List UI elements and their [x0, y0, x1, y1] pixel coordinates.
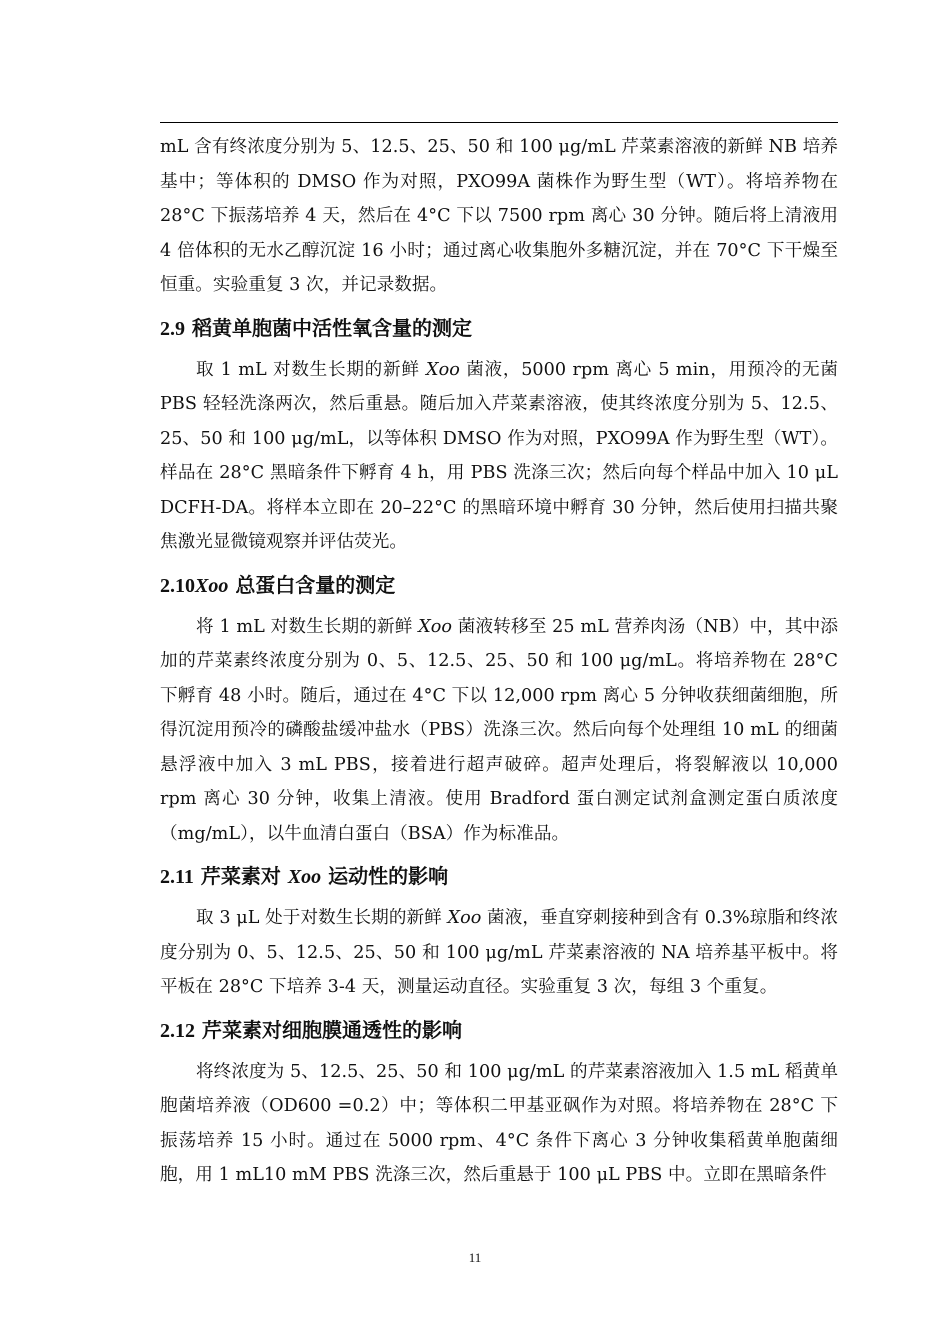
section-heading-2-11: [160, 859, 838, 894]
section-title: 芹菜素对: [200, 864, 281, 888]
section-heading-2-12: [160, 1013, 838, 1048]
paragraph-2-10: [160, 610, 838, 852]
header-rule: [160, 122, 838, 123]
text-run: 菌液，垂直穿刺接种到含有 0.3%琼脂和终浓度分别为 0、5、12.5、25、50 和 100 μg/mL 芹菜素溶液的 NA 培养基平板中。将平板在 28°C 下培养 3-4 天，测量运动直径。实验重复 3 次，每组 3 个重复。: [160, 908, 838, 997]
section-title: 稻黄单胞菌中活性氧含量的测定: [191, 315, 472, 340]
section-heading-2-9: [160, 311, 838, 346]
italic-term: Xoo: [426, 359, 460, 380]
text-run: 菌液，5000 rpm 离心 5 min，用预冷的无菌 PBS 轻轻洗涤两次，然后重悬。随后加入芹菜素溶液，使其终浓度分别为 5、12.5、25、50 和 100 μg/mL，以等体积 DMSO 作为对照，PXO99A 作为野生型（WT）。样品在 28°C 黑暗条件下孵育 4 h，用 PBS 洗涤三次；然后向每个样品中加入 10 μL DCFH-DA。将样本立即在 20–22°C 的黑暗环境中孵育 30 分钟，然后使用扫描共聚焦激光显微镜观察并评估荧光。: [160, 359, 838, 552]
section-title: 总蛋白含量的测定: [235, 572, 396, 597]
section-number: 2.10: [160, 574, 195, 597]
italic-term: Xoo: [287, 866, 322, 888]
text-run: 取 1 mL 对数生长期的新鲜: [196, 359, 426, 380]
paragraph-2-8-continued: mL 含有终浓度分别为 5、12.5、25、50 和 100 μg/mL 芹菜素溶液的新鲜 NB 培养基中；等体积的 DMSO 作为对照，PXO99A 菌株作为野生型（WT）。将培养物在 28°C 下振荡培养 4 天，然后在 4°C 下以 7500 rpm 离心 30 分钟。随后将上清液用 4 倍体积的无水乙醇沉淀 16 小时；通过离心收集胞外多糖沉淀，并在 70°C 下干燥至恒重。实验重复 3 次，并记录数据。: [160, 137, 838, 295]
text-run: 取 3 μL 处于对数生长期的新鲜: [196, 908, 448, 928]
paragraph-2-11: [160, 901, 838, 1005]
italic-term: Xoo: [418, 616, 453, 637]
italic-term: Xoo: [195, 574, 229, 597]
text-run: 将 1 mL 对数生长期的新鲜: [196, 616, 419, 637]
section-title: 芹菜素对细胞膜通透性的影响: [201, 1017, 462, 1042]
page-number: 11: [468, 1250, 482, 1265]
paragraph-2-12: 将终浓度为 5、12.5、25、50 和 100 μg/mL 的芹菜素溶液加入 1.5 mL 稻黄单胞菌培养液（OD600 =0.2）中；等体积二甲基亚砜作为对照。将培养物在 28°C 下振荡培养 15 小时。通过在 5000 rpm、4°C 条件下离心 3 分钟收集稻黄单胞菌细胞，用 1 mL10 mM PBS 洗涤三次，然后重悬于 100 μL PBS 中。立即在黑暗条件: [160, 1061, 838, 1185]
section-number: 2.9: [160, 317, 185, 340]
paragraph-2-9: [160, 353, 838, 560]
italic-term: Xoo: [447, 908, 482, 928]
text-run: 菌液转移至 25 mL 营养肉汤（NB）中，其中添加的芹菜素终浓度分别为 0、5、12.5、25、50 和 100 μg/mL。将培养物在 28°C 下孵育 48 小时。随后，通过在 4°C 下以 12,000 rpm 离心 5 分钟收获细菌细胞，所得沉淀用预冷的磷酸盐缓冲盐水（PBS）洗涤三次。然后向每个处理组 10 mL 的细菌悬浮液中加入 3 mL PBS，接着进行超声破碎。超声处理后，将裂解液以 10,000 rpm 离心 30 分钟，收集上清液。使用 Bradford 蛋白测定试剂盒测定蛋白质浓度（mg/mL），以牛血清白蛋白（BSA）作为标准品。: [160, 616, 839, 844]
section-number: 2.12: [160, 1019, 195, 1042]
section-heading-2-10: [160, 568, 838, 603]
body-text: [160, 130, 838, 1193]
section-title: 运动性的影响: [328, 864, 449, 888]
section-number: 2.11: [160, 866, 194, 888]
